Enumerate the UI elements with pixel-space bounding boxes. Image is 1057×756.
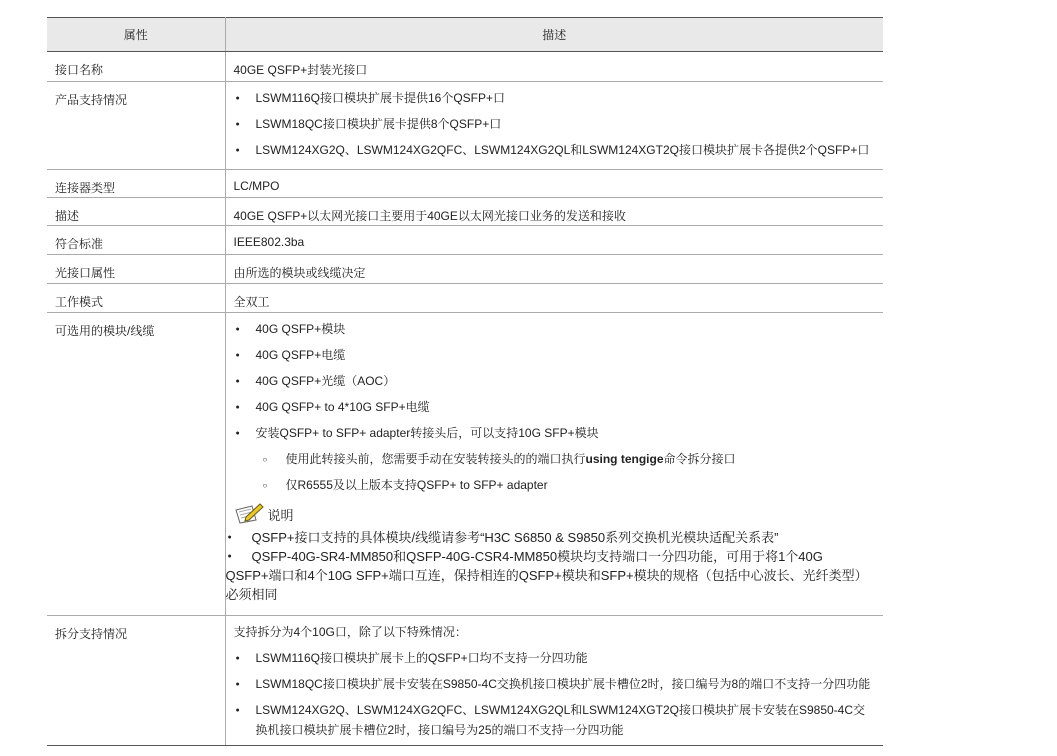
sub-list-item: ○ 仅R6555及以上版本支持QSFP+ to SFP+ adapter (234, 478, 876, 492)
list-item: ● LSWM116Q接口模块扩展卡提供16个QSFP+口 (234, 91, 876, 105)
table-row (47, 82, 883, 170)
command: using tengige (585, 452, 664, 466)
list-item: ● LSWM18QC接口模块扩展卡安装在S9850-4C交换机接口模块扩展卡槽位2时，接口编号为8的端口不支持一分四功能 (234, 677, 876, 691)
row-label: 符合标准 (47, 226, 225, 255)
list-item: ● 安装QSFP+ to SFP+ adapter转接头后，可以支持10G SFP+模块 (234, 426, 876, 440)
list-item: ● 40G QSFP+光缆（AOC） (234, 374, 876, 388)
row-value (225, 313, 883, 616)
header-attribute: 属性 (47, 18, 225, 52)
interface-attributes-table (47, 17, 883, 746)
header-description: 描述 (225, 18, 883, 52)
row-label: 光接口属性 (47, 255, 225, 284)
note-pencil-icon (234, 502, 264, 524)
sub-text: 命令拆分接口 (663, 452, 736, 466)
list-item: ● LSWM124XG2Q、LSWM124XG2QFC、LSWM124XG2QL和LSWM124XGT2Q接口模块扩展卡各提供2个QSFP+口 (234, 143, 876, 157)
list-item: ● 40G QSFP+ to 4*10G SFP+电缆 (234, 400, 876, 414)
row-value: 40GE QSFP+以太网光接口主要用于40GE以太网光接口业务的发送和接收 (225, 198, 883, 226)
list-item: ● 40G QSFP+电缆 (234, 348, 876, 362)
split-intro: 支持拆分为4个10G口，除了以下特殊情况： (233, 625, 467, 639)
table-row (47, 52, 883, 82)
table-row (47, 284, 883, 313)
table-row (47, 313, 883, 616)
row-value: 全双工 (225, 284, 883, 313)
table-row (47, 226, 883, 255)
row-value (225, 82, 883, 170)
row-label: 接口名称 (47, 52, 225, 82)
note-header (234, 502, 876, 524)
row-label: 描述 (47, 198, 225, 226)
sub-text: 使用此转接头前，您需要手动在安装转接头的的端口执行 (285, 452, 586, 466)
row-label: 拆分支持情况 (47, 616, 225, 746)
row-label: 可选用的模块/线缆 (47, 313, 225, 616)
list-item: ● LSWM116Q接口模块扩展卡上的QSFP+口均不支持一分四功能 (234, 651, 876, 665)
table-row (47, 170, 883, 198)
row-value: IEEE802.3ba (225, 226, 883, 255)
list-item: ● LSWM18QC接口模块扩展卡提供8个QSFP+口 (234, 117, 876, 131)
list-item: ● LSWM124XG2Q、LSWM124XG2QFC、LSWM124XG2QL和LSWM124XGT2Q接口模块扩展卡安装在S9850-4C交换机接口模块扩展卡槽位2时，接口编号为25的端口不支持一分四功能 (234, 700, 876, 740)
row-value: 由所选的模块或线缆决定 (225, 255, 883, 284)
row-value: 40GE QSFP+封装光接口 (225, 52, 883, 82)
table-row (47, 616, 883, 746)
list-item: ● 40G QSFP+模块 (234, 322, 876, 336)
row-label: 工作模式 (47, 284, 225, 313)
row-value: LC/MPO (225, 170, 883, 198)
note-item: ● QSFP-40G-SR4-MM850和QSFP-40G-CSR4-MM850模块均支持端口一分四功能，可用于将1个40G QSFP+端口和4个10G SFP+端口互连，保持相连的QSFP+模块和SFP+模块的规格（包括中心波长、光纤类型）必须相同 (226, 547, 876, 604)
table-header (47, 18, 883, 52)
row-label: 产品支持情况 (47, 82, 225, 170)
row-value (225, 616, 883, 746)
sub-list-item (234, 452, 876, 466)
table-row (47, 198, 883, 226)
note-item: ● QSFP+接口支持的具体模块/线缆请参考“H3C S6850 & S9850系列交换机光模块适配关系表” (226, 528, 876, 547)
note-title: 说明 (267, 508, 294, 523)
row-label: 连接器类型 (47, 170, 225, 198)
table-row (47, 255, 883, 284)
